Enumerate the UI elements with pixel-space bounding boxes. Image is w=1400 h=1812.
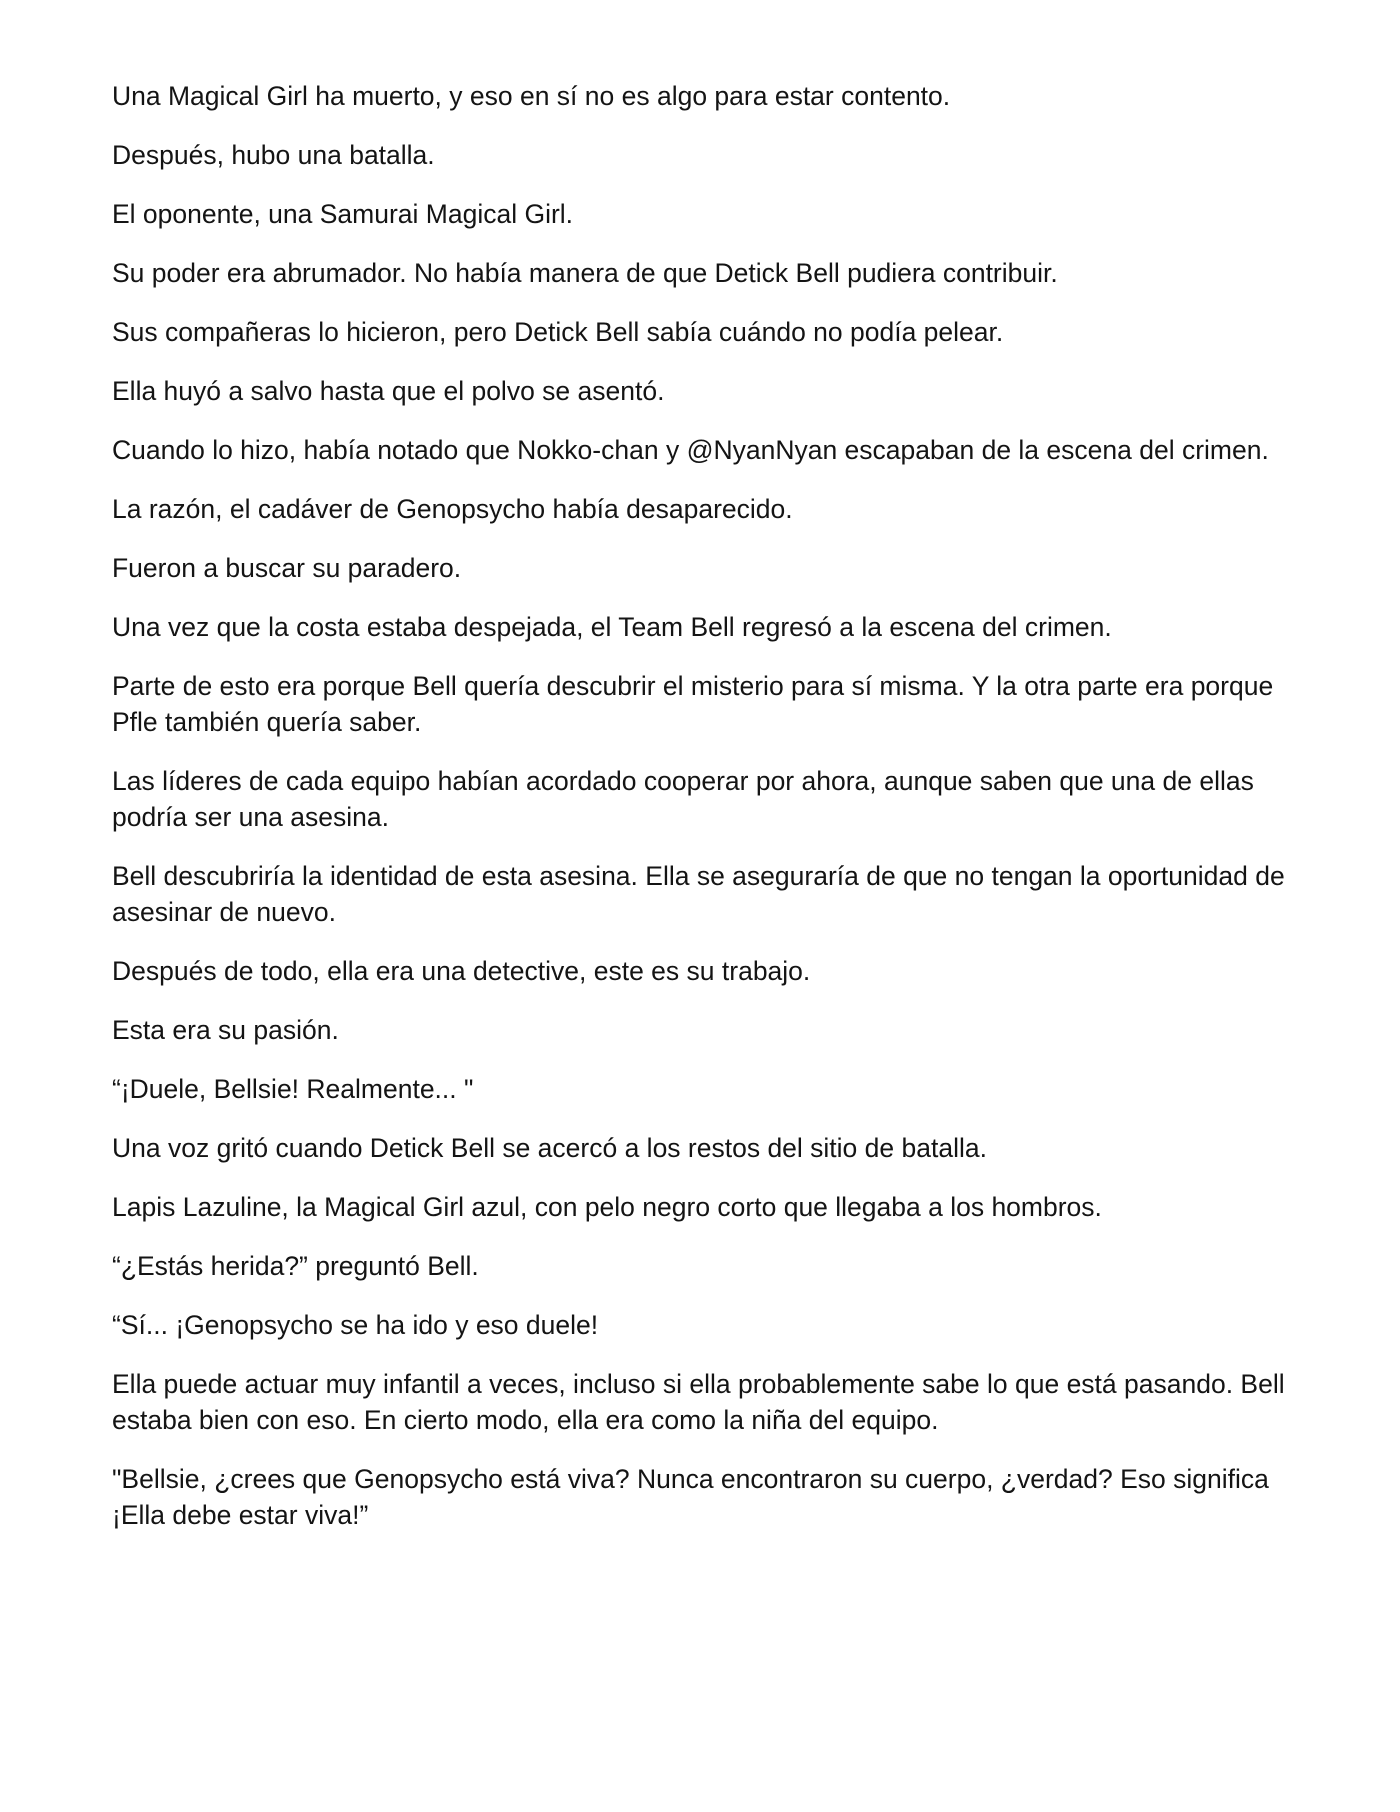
paragraph: Después de todo, ella era una detective, este es su trabajo.	[112, 956, 811, 986]
paragraph: Bell descubriría la identidad de esta asesina. Ella se aseguraría de que no tengan la oportunidad de asesinar de nuevo.	[112, 861, 1285, 927]
paragraph: Ella huyó a salvo hasta que el polvo se asentó.	[112, 376, 665, 406]
paragraph: Su poder era abrumador. No había manera de que Detick Bell pudiera contribuir.	[112, 258, 1058, 288]
paragraph: “Sí... ¡Genopsycho se ha ido y eso duele!	[112, 1310, 599, 1340]
paragraph: "Bellsie, ¿crees que Genopsycho está viva? Nunca encontraron su cuerpo, ¿verdad? Eso significa ¡Ella debe estar viva!”	[112, 1464, 1269, 1530]
paragraph: Lapis Lazuline, la Magical Girl azul, con pelo negro corto que llegaba a los hombros.	[112, 1192, 1102, 1222]
paragraph: La razón, el cadáver de Genopsycho había desaparecido.	[112, 494, 793, 524]
paragraph: Las líderes de cada equipo habían acordado cooperar por ahora, aunque saben que una de ellas podría ser una asesina.	[112, 766, 1254, 832]
paragraph: Una voz gritó cuando Detick Bell se acercó a los restos del sitio de batalla.	[112, 1133, 987, 1163]
paragraph: “¿Estás herida?” preguntó Bell.	[112, 1251, 479, 1281]
document-body	[112, 78, 1302, 1556]
paragraph: El oponente, una Samurai Magical Girl.	[112, 199, 574, 229]
paragraph: Parte de esto era porque Bell quería descubrir el misterio para sí misma. Y la otra parte era porque Pfle también quería saber.	[112, 671, 1274, 737]
paragraph: Cuando lo hizo, había notado que Nokko-chan y @NyanNyan escapaban de la escena del crimen.	[112, 435, 1269, 465]
paragraph: Ella puede actuar muy infantil a veces, incluso si ella probablemente sabe lo que está pasando. Bell estaba bien con eso. En cierto modo, ella era como la niña del equipo.	[112, 1369, 1285, 1435]
paragraph: Una Magical Girl ha muerto, y eso en sí no es algo para estar contento.	[112, 81, 951, 111]
paragraph: Una vez que la costa estaba despejada, el Team Bell regresó a la escena del crimen.	[112, 612, 1112, 642]
paragraph: Esta era su pasión.	[112, 1015, 339, 1045]
paragraph: Después, hubo una batalla.	[112, 140, 435, 170]
paragraph: Sus compañeras lo hicieron, pero Detick Bell sabía cuándo no podía pelear.	[112, 317, 1004, 347]
paragraph: “¡Duele, Bellsie! Realmente... "	[112, 1074, 474, 1104]
paragraph: Fueron a buscar su paradero.	[112, 553, 462, 583]
